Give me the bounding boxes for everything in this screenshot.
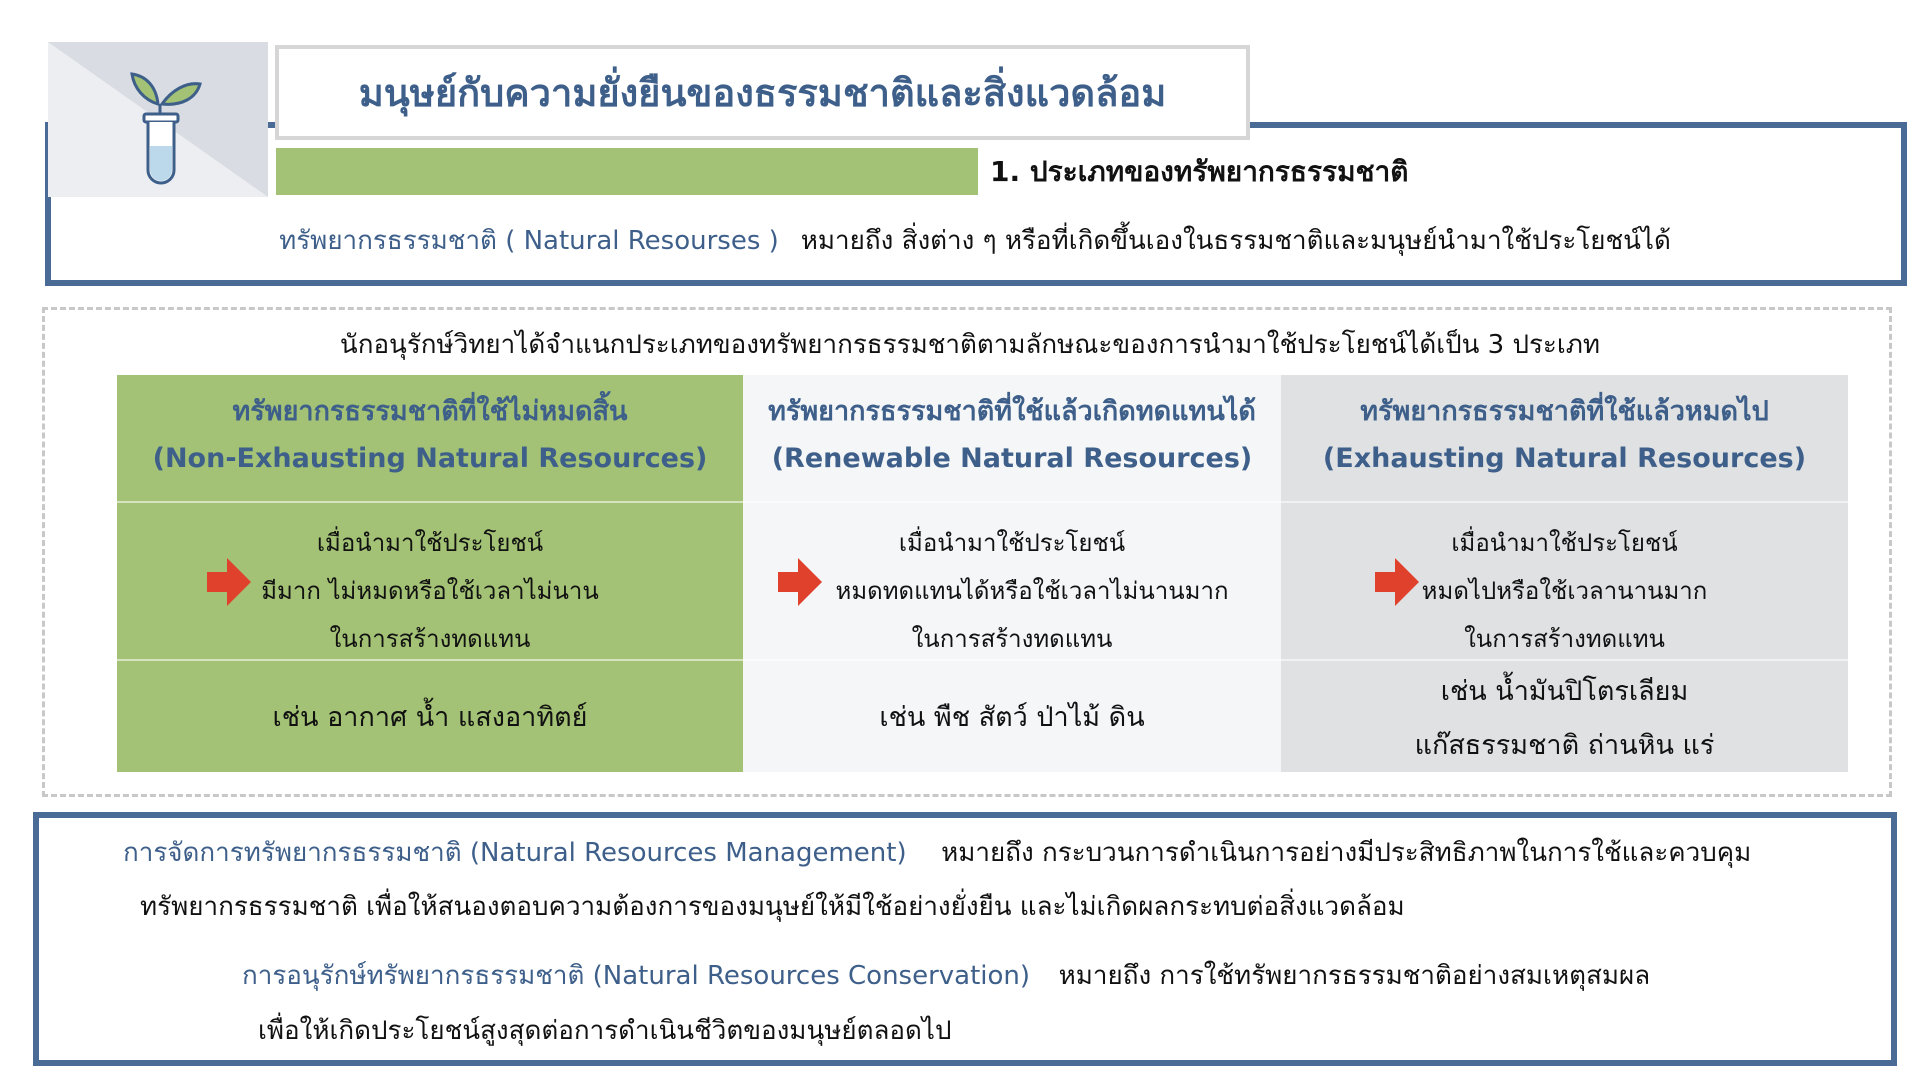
definition-term: ทรัพยากรธรรมชาติ ( Natural Resourses )	[279, 225, 779, 256]
description-line: เมื่อนำมาใช้ประโยชน์	[898, 529, 1126, 557]
page-title: มนุษย์กับความยั่งยืนของธรรมชาติและสิ่งแวดล้อม	[358, 71, 1167, 115]
natural-resources-definition	[60, 215, 1890, 265]
column-title-en: (Exhausting Natural Resources)	[1322, 443, 1807, 474]
column-header	[743, 375, 1281, 503]
red-arrow-right-icon	[1375, 558, 1419, 606]
description-line: หมดทดแทนได้หรือใช้เวลาไม่นานมาก	[835, 577, 1229, 605]
description-line: เมื่อนำมาใช้ประโยชน์	[1451, 529, 1678, 557]
example-line: เช่น น้ำมันปิโตรเลียม	[1440, 676, 1689, 707]
example-line: เช่น อากาศ น้ำ แสงอาทิตย์	[272, 702, 588, 733]
example-line: แก๊สธรรมชาติ ถ่านหิน แร่	[1414, 730, 1715, 761]
definition-text: หมายถึง สิ่งต่าง ๆ หรือที่เกิดขึ้นเองในธรรมชาติและมนุษย์นำมาใช้ประโยชน์ได้	[800, 225, 1671, 256]
types-intro: นักอนุรักษ์วิทยาได้จำแนกประเภทของทรัพยากรธรรมชาติตามลักษณะของการนำมาใช้ประโยชน์ได้เป็น 3 ประเภท	[339, 330, 1601, 360]
column-title-en: (Renewable Natural Resources)	[771, 443, 1253, 474]
test-tube-sprout-icon	[48, 42, 268, 197]
column-header	[117, 375, 743, 503]
column-title-th: ทรัพยากรธรรมชาติที่ใช้แล้วเกิดทดแทนได้	[768, 396, 1256, 427]
column-examples	[743, 661, 1281, 772]
conservation-definition-line-1	[242, 955, 1650, 996]
example-line: เช่น พืช สัตว์ ป่าไม้ ดิน	[879, 702, 1145, 733]
section-heading: 1. ประเภทของทรัพยากรธรรมชาติ	[990, 154, 1409, 188]
conservation-text: หมายถึง การใช้ทรัพยากรธรรมชาติอย่างสมเหตุสมผล	[1058, 961, 1651, 991]
type-column-renewable	[743, 375, 1281, 772]
red-arrow-right-icon	[778, 558, 822, 606]
column-title-th: ทรัพยากรธรรมชาติที่ใช้ไม่หมดสิ้น	[232, 396, 628, 427]
description-line: ในการสร้างทดแทน	[911, 625, 1113, 653]
column-title-th: ทรัพยากรธรรมชาติที่ใช้แล้วหมดไป	[1360, 396, 1769, 427]
description-line: หมดไปหรือใช้เวลานานมาก	[1421, 577, 1708, 605]
conservation-definition-line-2: เพื่อให้เกิดประโยชน์สูงสุดต่อการดำเนินชีวิตของมนุษย์ตลอดไป	[258, 1016, 952, 1046]
description-line: เมื่อนำมาใช้ประโยชน์	[316, 529, 544, 557]
logo-tile	[48, 42, 268, 197]
column-title-en: (Non-Exhausting Natural Resources)	[152, 443, 708, 474]
red-arrow-right-icon	[207, 558, 251, 606]
green-accent-bar	[276, 148, 978, 195]
management-text: หมายถึง กระบวนการดำเนินการอย่างมีประสิทธิภาพในการใช้และควบคุม	[941, 838, 1752, 868]
column-header	[1281, 375, 1848, 503]
management-definition-line-2: ทรัพยากรธรรมชาติ เพื่อให้สนองตอบความต้องการของมนุษย์ให้มีใช้อย่างยั่งยืน และไม่เกิดผลกระทบต่อสิ่งแวดล้อม	[140, 892, 1405, 922]
management-definition-line-1	[123, 832, 1751, 873]
type-column-exhausting	[1281, 375, 1848, 772]
column-description	[743, 503, 1281, 661]
management-term: การจัดการทรัพยากรธรรมชาติ (Natural Resources Management)	[123, 838, 907, 868]
title-box	[275, 45, 1250, 140]
column-examples	[117, 661, 743, 772]
type-column-non-exhausting	[117, 375, 743, 772]
column-description	[1281, 503, 1848, 661]
description-line: ในการสร้างทดแทน	[329, 625, 531, 653]
column-description	[117, 503, 743, 661]
conservation-term: การอนุรักษ์ทรัพยากรธรรมชาติ (Natural Resources Conservation)	[242, 961, 1031, 991]
description-line: ในการสร้างทดแทน	[1464, 625, 1665, 653]
column-examples	[1281, 661, 1848, 772]
description-line: มีมาก ไม่หมดหรือใช้เวลาไม่นาน	[261, 577, 599, 605]
